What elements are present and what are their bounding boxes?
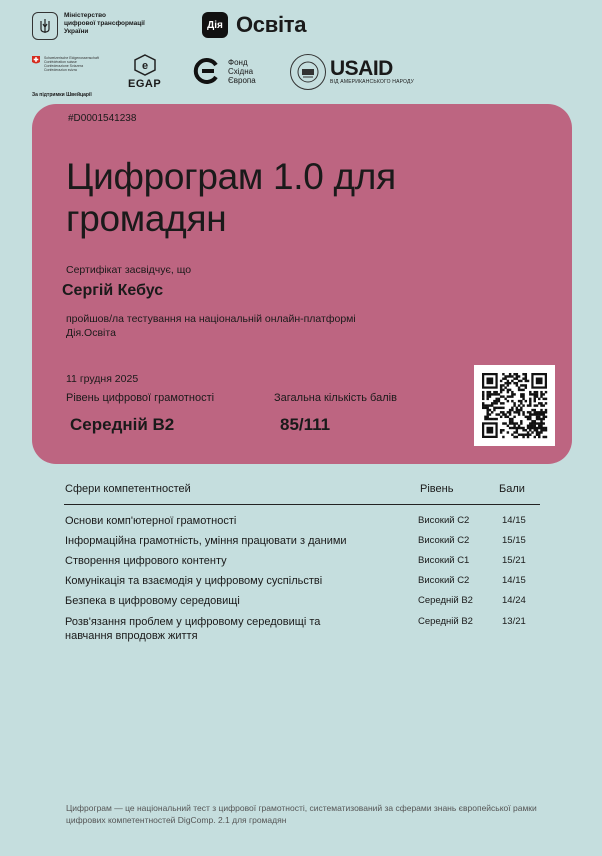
certificate-title: Цифрограм 1.0 для громадян <box>66 156 396 239</box>
row-area: Комунікація та взаємодія у цифровому суспільстві <box>65 575 323 587</box>
row-score: 15/21 <box>502 555 526 566</box>
usaid-logo <box>290 54 414 90</box>
column-header-score: Бали <box>499 483 525 495</box>
ministry-name: Міністерство цифрової трансформації України <box>64 12 145 35</box>
column-header-level: Рівень <box>420 483 454 495</box>
row-area: Основи комп'ютерної грамотності <box>65 515 237 527</box>
qr-code[interactable] <box>474 365 555 446</box>
swiss-cross-icon <box>32 56 40 65</box>
dia-osvita-logo <box>202 12 306 38</box>
certificate-intro: Сертифікат засвідчує, що <box>66 264 192 276</box>
score-label: Загальна кількість балів <box>274 392 397 404</box>
egap-logo <box>128 54 161 90</box>
row-area: Безпека в цифровому середовищі <box>65 595 240 607</box>
row-level: Високий C2 <box>418 535 470 546</box>
usaid-seal-icon <box>290 54 326 90</box>
fund-name: Фонд Східна Європа <box>228 57 256 85</box>
level-value: Середній B2 <box>70 415 175 434</box>
egap-emblem-icon <box>133 54 157 76</box>
document-id: #D0001541238 <box>68 113 137 124</box>
table-divider <box>64 504 540 505</box>
completion-statement: пройшов/ла тестування на національній онлайн-платформі Дія.Освіта <box>66 313 356 339</box>
row-score: 14/15 <box>502 515 526 526</box>
svg-text:e: e <box>141 60 148 72</box>
row-score: 13/21 <box>502 616 526 627</box>
level-label: Рівень цифрової грамотності <box>66 392 215 404</box>
row-level: Високий C2 <box>418 515 470 526</box>
column-header-area: Сфери компетентностей <box>65 483 191 495</box>
row-level: Високий C1 <box>418 555 470 566</box>
row-score: 15/15 <box>502 535 526 546</box>
ministry-logo <box>32 12 164 40</box>
row-level: Середній B2 <box>418 595 473 606</box>
row-area: Розв'язання проблем у цифровому середовищі та навчання впродовж життя <box>65 616 321 642</box>
row-level: Середній B2 <box>418 616 473 627</box>
score-value: 85/111 <box>280 415 331 434</box>
row-area: Створення цифрового контенту <box>65 555 227 567</box>
osvita-wordmark: Освіта <box>236 12 307 37</box>
fund-emblem-icon <box>192 56 222 86</box>
fund-east-europe-logo <box>192 56 256 86</box>
recipient-name: Сергій Кебус <box>62 282 164 299</box>
issue-date: 11 грудня 2025 <box>66 373 139 385</box>
row-area: Інформаційна грамотність, уміння працювати з даними <box>65 535 347 547</box>
row-score: 14/15 <box>502 575 526 586</box>
swiss-logo <box>32 56 112 98</box>
row-level: Високий C2 <box>418 575 470 586</box>
row-score: 14/24 <box>502 595 526 606</box>
footer-note: Цифрограм — це національний тест з цифрової грамотності, систематизований за сферами знань європейської рамки цифрових компетентностей DigComp. 2.1 для громадян <box>66 803 537 825</box>
trident-icon <box>32 12 58 40</box>
swiss-confederation-text: Schweizerische Eidgenossenschaft Confédération suisse Confederazione Svizzera Confederaziun svizra <box>44 56 99 72</box>
dia-badge: Дія <box>202 12 228 38</box>
egap-wordmark: EGAP <box>128 78 162 90</box>
usaid-wordmark: USAID <box>330 57 393 80</box>
usaid-subtitle: ВІД АМЕРИКАНСЬКОГО НАРОДУ <box>330 79 415 85</box>
swiss-support-text: За підтримки Швейцарії <box>32 92 92 98</box>
